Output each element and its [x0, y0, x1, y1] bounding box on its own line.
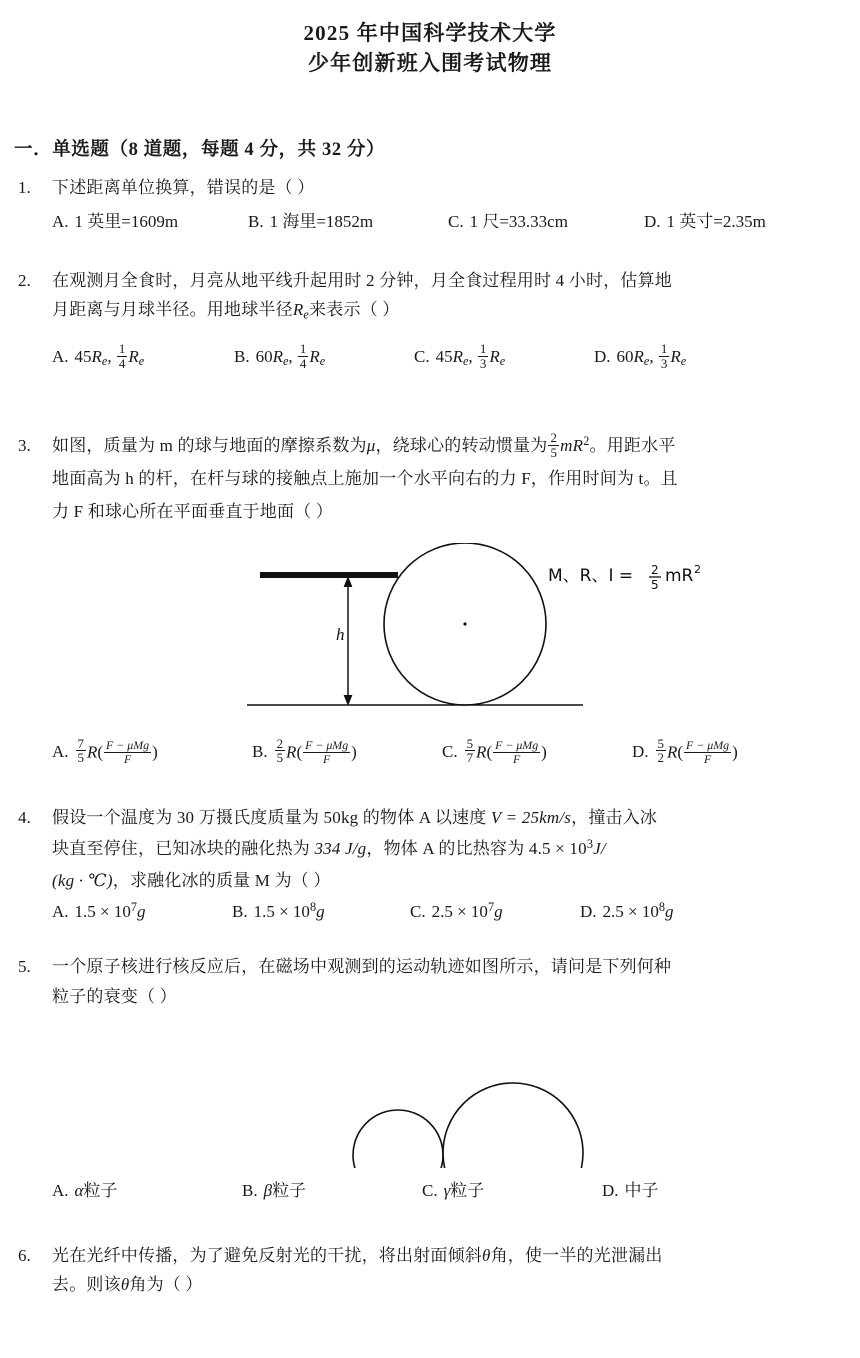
question-1-number: 1.: [18, 177, 31, 197]
small-trajectory-circle: [353, 1110, 443, 1168]
option-2b[interactable]: B. $60R_e$, $\frac{1}{4}$ $R_e$: [234, 341, 326, 372]
question-2: [18, 266, 846, 327]
option-2c-fraction: $\frac{1}{3}$: [479, 341, 487, 372]
option-3d[interactable]: D. $\frac{5}{2}$ R( $\frac{\text{F − μMg}}{F}$ ): [632, 735, 738, 766]
question-3-stem-line-3: 力 F 和球心所在平面垂直于地面（ ）: [52, 502, 334, 522]
question-6-number: 6.: [18, 1245, 31, 1265]
question-4-stem-line-3: (kg · ℃)，求融化冰的质量 M 为（ ）: [52, 870, 331, 890]
large-trajectory-circle: [443, 1083, 583, 1168]
question-5: [18, 952, 846, 1012]
svg-text:2: 2: [651, 562, 659, 577]
question-5-options: [52, 1176, 850, 1201]
option-2a[interactable]: A. $45R_e$, $\frac{1}{4}$ $R_e$: [52, 341, 145, 372]
option-2d[interactable]: D. $60R_e$, $\frac{1}{3}$ $R_e$: [594, 341, 687, 372]
height-label: h: [336, 624, 345, 644]
section-heading: 一．单选题（8 道题，每题 4 分，共 32 分）: [14, 139, 386, 160]
question-2-number: 2.: [18, 270, 31, 290]
option-3b[interactable]: B. $\frac{2}{5}$ R( $\frac{\text{F − μMg}}{F}$ ): [252, 735, 357, 766]
question-1: [18, 173, 846, 203]
option-1a[interactable]: A. 1 英里=1609m: [52, 211, 179, 231]
inertia-annotation-power: 2: [694, 562, 701, 576]
question-4-number: 4.: [18, 807, 31, 827]
option-3a[interactable]: A. $\frac{7}{5}$ R( $\frac{\text{F − μMg}}{F}$ ): [52, 735, 158, 766]
option-5b[interactable]: B. β粒子: [242, 1180, 307, 1200]
question-6-stem-line-1: 光在光纤中传播，为了避免反射光的干扰，将出射面倾斜θ角，使一半的光泄漏出: [52, 1245, 663, 1265]
title-line-1: 2025 年中国科学技术大学: [303, 21, 557, 45]
document-title: [0, 0, 860, 79]
title-line-2: 少年创新班入围考试物理: [307, 51, 553, 76]
option-4a[interactable]: A. $1.5 \times 10^7g$: [52, 900, 146, 922]
question-5-stem-line-1: 一个原子核进行核反应后，在磁场中观测到的运动轨迹如图所示，请问是下列何种: [52, 957, 672, 977]
ball-center-dot: [463, 622, 466, 625]
svg-text:5: 5: [651, 577, 659, 592]
question-5-number: 5.: [18, 957, 31, 977]
question-3-figure: [0, 543, 860, 723]
question-2-options: [52, 342, 850, 371]
question-3: [18, 429, 846, 528]
option-2c[interactable]: C. $45R_e$, $\frac{1}{3}$ $R_e$: [414, 341, 506, 372]
inertia-annotation-fraction: [649, 563, 661, 592]
option-5d[interactable]: D. 中子: [602, 1180, 659, 1200]
question-6-stem-line-2: 去。则该θ角为（ ）: [52, 1275, 203, 1295]
question-2-stem-line-2: 月距离与月球半径。用地球半径$R_e$来表示（ ）: [52, 300, 400, 322]
question-4-stem-line-2: 块直至停住，已知冰块的融化热为 334 J/g，物体 A 的比热容为 $4.5 \times 10^3J/$: [52, 837, 606, 859]
question-4-stem-line-1: 假设一个温度为 30 万摄氏度质量为 50kg 的物体 A 以速度 V = 25km/s，撞击入冰: [52, 807, 658, 827]
option-2a-fraction: $\frac{1}{4}$: [118, 341, 126, 372]
option-4b[interactable]: B. $1.5 \times 10^8g$: [232, 900, 325, 922]
question-5-stem-line-2: 粒子的衰变（ ）: [52, 986, 177, 1006]
question-5-figure: [0, 1018, 860, 1168]
option-3c[interactable]: C. $\frac{5}{7}$ R( $\frac{\text{F − μMg}}{F}$ ): [442, 735, 547, 766]
option-2d-fraction: $\frac{1}{3}$: [660, 341, 668, 372]
question-6: [18, 1241, 846, 1301]
question-3-stem-line-2: 地面高为 h 的杆，在杆与球的接触点上施加一个水平向右的力 F，作用时间为 t。且: [52, 469, 678, 489]
question-3-stem-line-1: 如图，质量为 m 的球与地面的摩擦系数为μ，绕球心的转动惯量为 $\frac{2}{5}$ $mR^2$。用距水平: [52, 430, 676, 461]
option-1c[interactable]: C. 1 尺=33.33cm: [448, 211, 568, 231]
option-4d[interactable]: D. $2.5 \times 10^8g$: [580, 900, 674, 922]
question-3-options: [52, 737, 850, 766]
inertia-fraction: $\frac{2}{5}$: [550, 430, 558, 461]
option-1b[interactable]: B. 1 海里=1852m: [248, 211, 374, 231]
inertia-annotation-tail: mR: [665, 565, 694, 586]
question-4: [18, 802, 846, 896]
question-1-stem: 下述距离单位换算，错误的是（ ）: [52, 177, 315, 197]
question-3-number: 3.: [18, 436, 31, 456]
option-5c[interactable]: C. γ粒子: [422, 1180, 485, 1200]
inertia-annotation: M、R、I =: [548, 565, 634, 586]
question-1-options: [52, 207, 850, 232]
option-4c[interactable]: C. $2.5 \times 10^7g$: [410, 900, 503, 922]
option-5a[interactable]: A. α粒子: [52, 1180, 118, 1200]
question-4-options: [52, 900, 850, 922]
option-1d[interactable]: D. 1 英寸=2.35m: [644, 211, 766, 231]
question-2-stem-line-1: 在观测月全食时，月亮从地平线升起用时 2 分钟，月全食过程用时 4 小时，估算地: [52, 270, 672, 290]
rod-bar: [260, 572, 398, 578]
option-2b-fraction: $\frac{1}{4}$: [299, 341, 307, 372]
